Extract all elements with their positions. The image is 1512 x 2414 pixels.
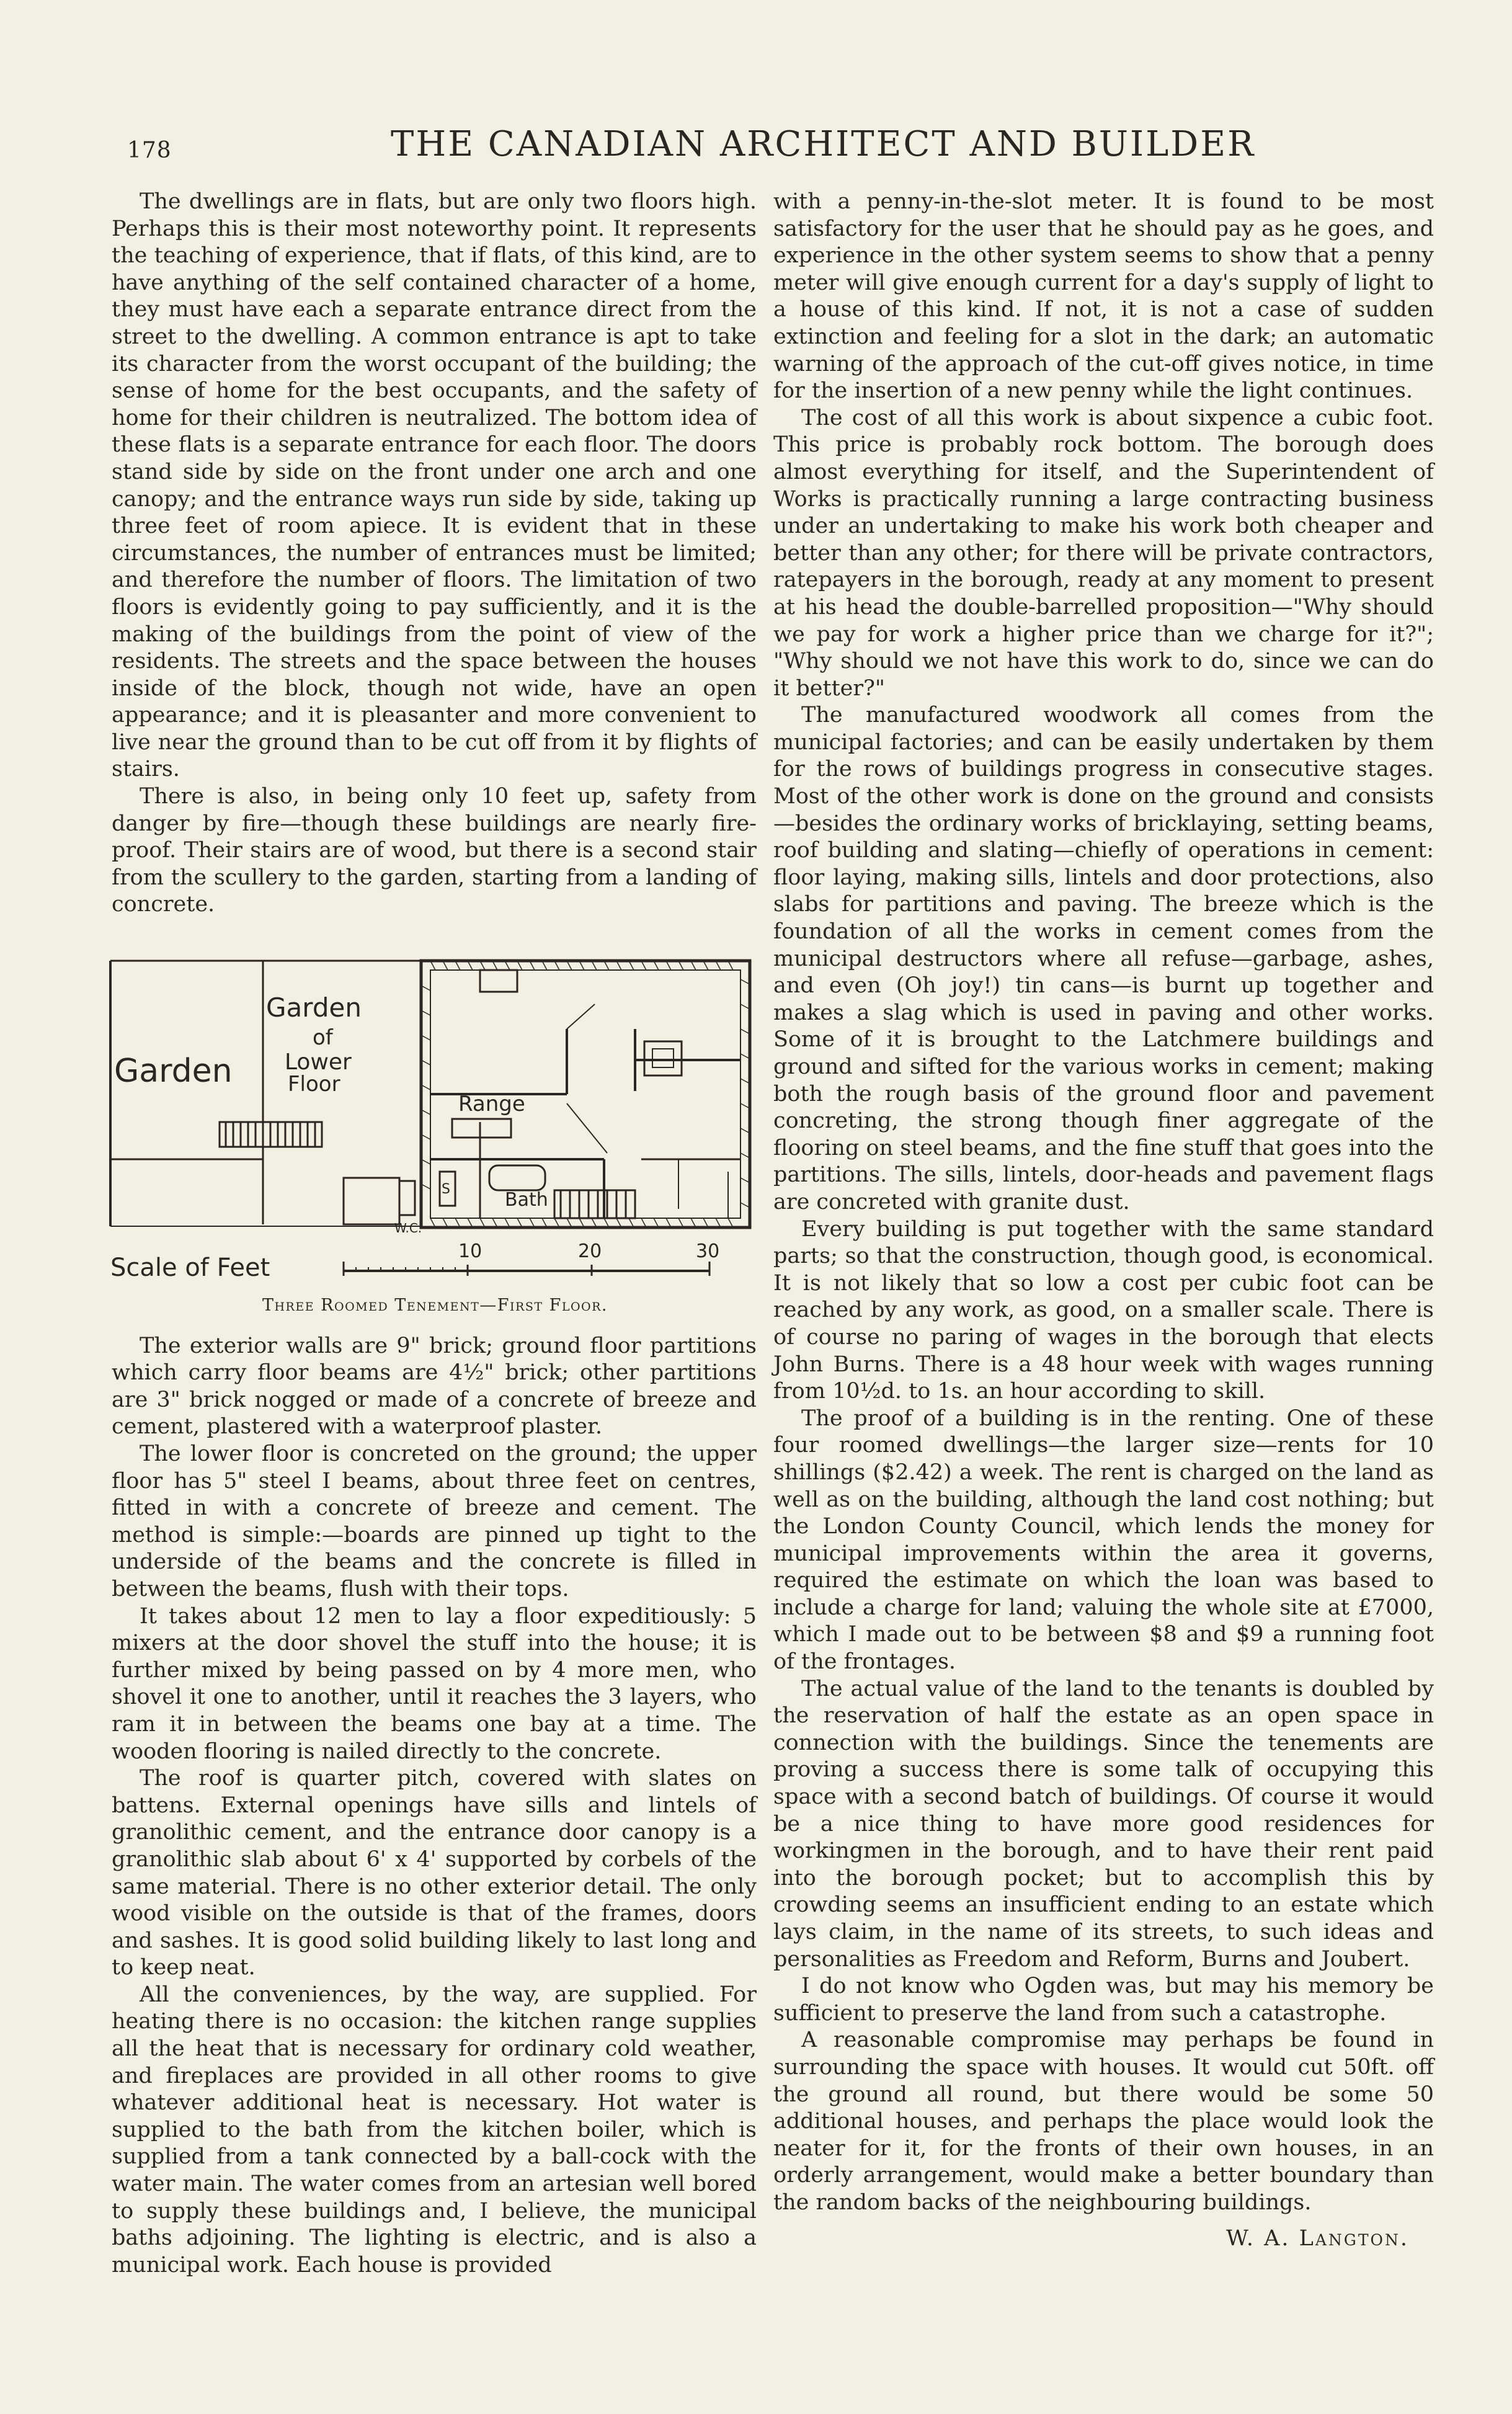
label-wc: W.C.	[394, 1221, 422, 1236]
floor-plan-drawing	[108, 936, 762, 1289]
paragraph: The proof of a building is in the renting. One of these four roomed dwellings—the larger size—rents for 10 shillings ($2.42) a week. The rent is charged on the land as well as on the building, although the land cost nothing; but the London County Council, which lends the money for municipal improvements within the area it governs, required the estimate on which the loan was based to include a charge for land; valuing the whole site at £7000, which I made out to be between $8 and $9 a running foot of the frontages.	[773, 1405, 1434, 1675]
page-header	[0, 124, 1512, 180]
right-column	[773, 189, 1434, 2252]
page-number: 178	[127, 138, 172, 163]
scale-tick-20: 20	[578, 1240, 602, 1263]
label-garden-lower-1: Garden	[266, 992, 362, 1023]
paragraph: The roof is quarter pitch, covered with slates on battens. External openings have sills and lintels of granolithic cement, and the entrance door canopy is a granolithic slab about 6' x 4' supported by corbels of the same material. There is no other exterior detail. The only wood visible on the outside is that of the frames, doors and sashes. It is good solid building likely to last long and to keep neat.	[112, 1766, 757, 1980]
label-bath: Bath	[505, 1189, 548, 1211]
figure-caption: Three Roomed Tenement—First Floor.	[262, 1296, 608, 1316]
paragraph: The cost of all this work is about sixpence a cubic foot. This price is probably rock bottom. The borough does almost everything for itself, and the Superintendent of Works is practically running a large contracting business under an undertaking to make his work both cheaper and better than any other; for there will be private contractors, ratepayers in the borough, ready at any moment to present at his head the double-barrelled proposition—"Why should we pay for work a higher price than we charge for it?"; "Why should we not have this work to do, since we can do it better?"	[773, 405, 1434, 701]
scale-tick-30: 30	[696, 1240, 720, 1263]
scale-label: Scale of Feet	[110, 1254, 270, 1283]
scale-tick-10: 10	[458, 1240, 483, 1263]
label-garden-lower-3: Lower	[285, 1049, 352, 1076]
floor-plan-figure	[108, 936, 762, 1319]
label-garden-lower-2: of	[313, 1025, 333, 1051]
paragraph: The manufactured woodwork all comes from the municipal factories; and can be easily undertaken by them for the rows of buildings progress in consecutive stages. Most of the other work is done on the ground and consists—besides the ordinary works of bricklaying, setting beams, roof building and slating—chiefly of operations in cement: floor laying, making sills, lintels and door protections, also slabs for partitions and paving. The breeze which is the foundation of all the works in cement comes from the municipal destructors where all refuse—garbage, ashes, and even (Oh joy!) tin cans—is burnt up together and makes a slag which is used in paving and other works. Some of it is brought to the Latchmere buildings and ground and sifted for the various works in cement; making both the rough basis of the ground floor and pavement concreting, the strong though finer aggregate of the flooring on steel beams, and the fine stuff that goes into the partitions. The sills, lintels, door-heads and pavement flags are concreted with granite dust.	[773, 703, 1434, 1214]
label-garden: Garden	[114, 1053, 233, 1090]
paragraph: The dwellings are in flats, but are only two floors high. Perhaps this is their most noteworthy point. It represents the teaching of experience, that if flats, of this kind, are to have anything of the self contained character of a home, they must have each a separate entrance direct from the street to the dwelling. A common entrance is apt to take its character from the worst occupant of the building; the sense of home for the best occupants, and the safety of home for their children is neutralized. The bottom idea of these flats is a separate entrance for each floor. The doors stand side by side on the front under one arch and one canopy; and the entrance ways run side by side, taking up three feet of room apiece. It is evident that in these circumstances, the number of entrances must be limited; and therefore the number of floors. The limitation of two floors is evidently going to pay sufficiently, and it is the making of the buildings from the point of view of the residents. The streets and the space between the houses inside of the block, though not wide, have an open appearance; and it is pleasanter and more convenient to live near the ground than to be cut off from it by flights of stairs.	[112, 189, 757, 782]
author-signature: W. A. Langton.	[1226, 2225, 1409, 2251]
label-garden-lower-4: Floor	[288, 1072, 340, 1097]
paragraph: A reasonable compromise may perhaps be found in surrounding the space with houses. It would cut 50ft. off the ground all round, but there would be some 50 additional houses, and perhaps the place would look the neater for it, for the fronts of their own houses, in an orderly arrangement, would make a better boundary than the random backs of the neighbouring buildings.	[773, 2028, 1434, 2215]
paragraph: Every building is put together with the same standard parts; so that the construction, though good, is economical. It is not likely that so low a cost per cubic foot can be reached by any work, as good, on a smaller scale. There is of course no paring of wages in the borough that elects John Burns. There is a 48 hour week with wages running from 10½d. to 1s. an hour according to skill.	[773, 1216, 1434, 1404]
paragraph: The lower floor is concreted on the ground; the upper floor has 5" steel I beams, about three feet on centres, fitted in with a concrete of breeze and cement. The method is simple:—boards are pinned up tight to the underside of the beams and the concrete is filled in between the beams, flush with their tops.	[112, 1441, 757, 1601]
left-column	[112, 189, 757, 2279]
paragraph: I do not know who Ogden was, but may his memory be sufficient to preserve the land from such a catastrophe.	[773, 1974, 1434, 2026]
label-sink: S	[442, 1182, 450, 1198]
scale-bar	[344, 1262, 709, 1276]
publication-title: THE CANADIAN ARCHITECT AND BUILDER	[391, 124, 1256, 164]
paragraph: All the conveniences, by the way, are supplied. For heating there is no occasion: the kitchen range supplies all the heat that is necessary for ordinary cold weather, and fireplaces are provided in all other rooms to give whatever additional heat is necessary. Hot water is supplied to the bath from the kitchen boiler, which is supplied from a tank connected by a ball-cock with the water main. The water comes from an artesian well bored to supply these buildings and, I believe, the municipal baths adjoining. The lighting is electric, and is also a municipal work. Each house is provided	[112, 1982, 757, 2278]
paragraph: with a penny-in-the-slot meter. It is found to be most satisfactory for the user that he should pay as he goes, and experience in the other system seems to show that a penny meter will give enough current for a day's supply of light to a house of this kind. If not, it is not a case of sudden extinction and feeling for a slot in the dark; an automatic warning of the approach of the cut-off gives notice, in time for the insertion of a new penny while the light continues.	[773, 189, 1434, 404]
paragraph: It takes about 12 men to lay a floor expeditiously: 5 mixers at the door shovel the stuff into the house; it is further mixed by being passed on by 4 more men, who shovel it one to another, until it reaches the 3 layers, who ram it in between the beams one bay at a time. The wooden flooring is nailed directly to the concrete.	[112, 1603, 757, 1764]
paragraph: There is also, in being only 10 feet up, safety from danger by fire—though these buildings are nearly fire-proof. Their stairs are of wood, but there is a second stair from the scullery to the garden, starting from a landing of concrete.	[112, 784, 757, 917]
label-range: Range	[458, 1092, 525, 1117]
paragraph: The actual value of the land to the tenants is doubled by the reservation of half the estate as an open space in connection with the buildings. Since the tenements are proving a success there is some talk of occupying this space with a second batch of buildings. Of course it would be a nice thing to have more good residences for workingmen in the borough, and to have their rent paid into the borough pocket; but to accomplish this by crowding seems an insufficient ending to an estate which lays claim, in the name of its streets, to such ideas and personalities as Freedom and Reform, Burns and Joubert.	[773, 1676, 1434, 1972]
paragraph: The exterior walls are 9" brick; ground floor partitions which carry floor beams are 4½" brick; other partitions are 3" brick nogged or made of a concrete of breeze and cement, plastered with a waterproof plaster.	[112, 1333, 757, 1440]
